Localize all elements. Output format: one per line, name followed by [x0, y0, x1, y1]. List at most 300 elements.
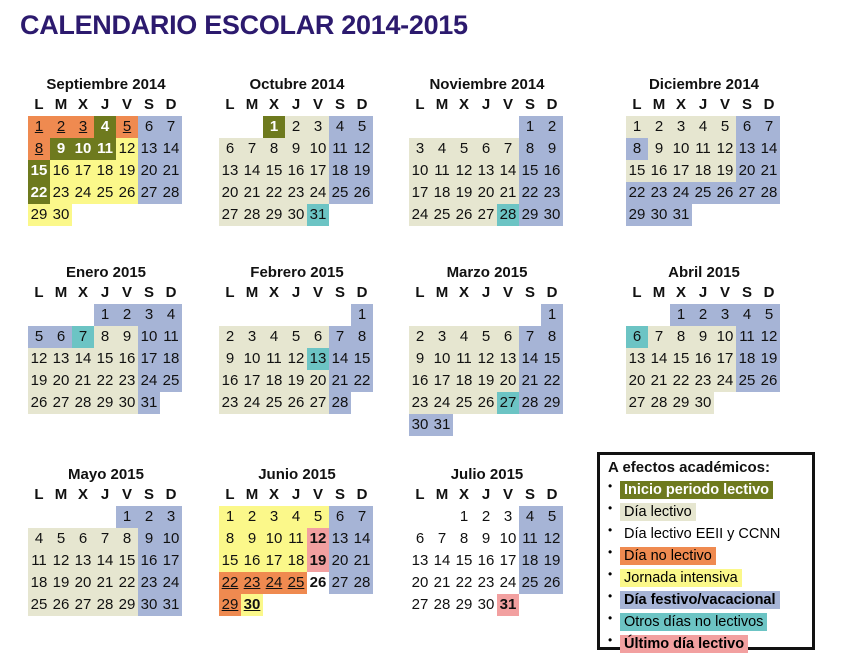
blank-cell: [475, 304, 497, 326]
day-cell: 1: [28, 116, 50, 138]
day-cell: 17: [72, 160, 94, 182]
day-cell: 28: [648, 392, 670, 414]
month-title: Abril 2015: [668, 264, 740, 281]
day-cell: 27: [411, 596, 429, 613]
day-cell: 4: [28, 528, 50, 550]
day-cell: 24: [714, 370, 736, 392]
legend-item: [608, 479, 804, 501]
day-cell: 13: [475, 160, 497, 182]
day-cell: 21: [351, 550, 373, 572]
month-junio: [219, 466, 375, 616]
day-cell: 9: [481, 530, 491, 547]
day-cell: 8: [626, 138, 648, 160]
day-cell: 20: [138, 160, 160, 182]
day-cell: 2: [481, 508, 491, 525]
day-cell: 3: [263, 506, 285, 528]
day-cell: 21: [519, 370, 541, 392]
day-cell: 22: [670, 370, 692, 392]
month-grid: [219, 94, 375, 226]
day-cell: 27: [219, 204, 241, 226]
blank-cell: [94, 506, 116, 528]
day-cell: 18: [94, 160, 116, 182]
legend-label: Día no lectivo: [620, 547, 716, 565]
day-cell: 8: [519, 138, 541, 160]
day-cell: 10: [714, 326, 736, 348]
blank-cell: [409, 506, 431, 528]
day-cell: 23: [241, 572, 263, 594]
day-cell: 27: [138, 182, 160, 204]
day-cell: 4: [431, 138, 453, 160]
day-cell: 7: [351, 506, 373, 528]
day-cell: 2: [648, 116, 670, 138]
day-cell: 28: [94, 594, 116, 616]
day-cell: 4: [94, 116, 116, 138]
day-cell: 10: [263, 528, 285, 550]
day-cell: 20: [50, 370, 72, 392]
weekday-header: D: [763, 284, 775, 301]
day-cell: 30: [241, 594, 263, 616]
day-cell: 20: [736, 160, 758, 182]
day-cell: 14: [758, 138, 780, 160]
blank-cell: [241, 116, 263, 138]
day-cell: 28: [351, 572, 373, 594]
day-cell: 14: [241, 160, 263, 182]
weekday-header: V: [719, 96, 730, 113]
day-cell: 16: [219, 370, 241, 392]
day-cell: 26: [714, 182, 736, 204]
day-cell: 7: [329, 326, 351, 348]
day-cell: 30: [50, 204, 72, 226]
day-cell: 28: [433, 596, 451, 613]
day-cell: 29: [670, 392, 692, 414]
day-cell: 17: [241, 370, 263, 392]
month-noviembre: [409, 76, 565, 226]
weekday-header: D: [165, 284, 177, 301]
month-grid: [409, 282, 565, 436]
weekday-header: X: [268, 486, 279, 503]
legend-title: A efectos académicos:: [608, 459, 771, 476]
day-cell: 21: [241, 182, 263, 204]
day-cell: 13: [72, 550, 94, 572]
day-cell: 4: [285, 506, 307, 528]
day-cell: 2: [541, 116, 563, 138]
weekday-header: V: [502, 284, 513, 301]
day-cell: 8: [219, 528, 241, 550]
day-cell: 3: [670, 116, 692, 138]
day-cell: 1: [219, 506, 241, 528]
day-cell: 13: [307, 348, 329, 370]
day-cell: 22: [116, 572, 138, 594]
day-cell: 24: [409, 204, 431, 226]
day-cell: 24: [241, 392, 263, 414]
day-cell: 18: [519, 550, 541, 572]
day-cell: 26: [28, 392, 50, 414]
day-cell: 29: [626, 204, 648, 226]
blank-cell: [497, 116, 519, 138]
weekday-header: L: [415, 284, 425, 301]
weekday-header: X: [675, 284, 686, 301]
day-cell: 28: [72, 392, 94, 414]
weekday-header: M: [652, 284, 666, 301]
day-cell: 20: [72, 572, 94, 594]
day-cell: 3: [409, 138, 431, 160]
weekday-header: D: [356, 486, 368, 503]
weekday-header: V: [121, 96, 132, 113]
day-cell: 11: [94, 138, 116, 160]
day-cell: 30: [541, 204, 563, 226]
legend-label: Otros días no lectivos: [620, 613, 767, 631]
day-cell: 18: [329, 160, 351, 182]
month-abril: [626, 264, 782, 414]
weekday-header: J: [698, 96, 708, 113]
day-cell: 9: [241, 528, 263, 550]
blank-cell: [28, 506, 50, 528]
day-cell: 7: [437, 530, 447, 547]
day-cell: 5: [758, 304, 780, 326]
weekday-header: L: [225, 96, 235, 113]
weekday-header: X: [77, 96, 88, 113]
day-cell: 25: [28, 594, 50, 616]
day-cell: 16: [241, 550, 263, 572]
day-cell: 17: [431, 370, 453, 392]
day-cell: 25: [329, 182, 351, 204]
day-cell: 15: [455, 552, 473, 569]
day-cell: 31: [497, 594, 519, 616]
weekday-header: X: [675, 96, 686, 113]
weekday-header: M: [54, 96, 68, 113]
blank-cell: [626, 304, 648, 326]
blank-cell: [648, 304, 670, 326]
day-cell: 3: [503, 508, 513, 525]
blank-cell: [475, 116, 497, 138]
weekday-header: S: [524, 284, 535, 301]
day-cell: 24: [263, 572, 285, 594]
month-title: Enero 2015: [65, 264, 147, 281]
day-cell: 23: [285, 182, 307, 204]
weekday-header: S: [334, 96, 345, 113]
day-cell: 4: [692, 116, 714, 138]
legend-item: [608, 545, 804, 567]
weekday-header: V: [502, 486, 513, 503]
day-cell: 27: [626, 392, 648, 414]
weekday-header: D: [546, 486, 558, 503]
day-cell: 18: [692, 160, 714, 182]
day-cell: 18: [263, 370, 285, 392]
day-cell: 15: [219, 550, 241, 572]
weekday-header: S: [524, 486, 535, 503]
weekday-header: D: [546, 96, 558, 113]
day-cell: 15: [116, 550, 138, 572]
day-cell: 26: [309, 574, 327, 591]
day-cell: 20: [219, 182, 241, 204]
day-cell: 23: [138, 572, 160, 594]
day-cell: 24: [499, 574, 517, 591]
day-cell: 2: [241, 506, 263, 528]
day-cell: 25: [160, 370, 182, 392]
day-cell: 30: [477, 596, 495, 613]
day-cell: 14: [351, 528, 373, 550]
day-cell: 6: [72, 528, 94, 550]
day-cell: 17: [670, 160, 692, 182]
day-cell: 9: [541, 138, 563, 160]
day-cell: 23: [648, 182, 670, 204]
day-cell: 7: [72, 326, 94, 348]
day-cell: 9: [648, 138, 670, 160]
day-cell: 19: [453, 182, 475, 204]
weekday-header: J: [291, 284, 301, 301]
weekday-header: L: [34, 96, 44, 113]
blank-cell: [285, 304, 307, 326]
day-cell: 15: [94, 348, 116, 370]
blank-cell: [28, 304, 50, 326]
day-cell: 13: [329, 528, 351, 550]
day-cell: 11: [329, 138, 351, 160]
day-cell: 15: [626, 160, 648, 182]
blank-cell: [219, 116, 241, 138]
day-cell: 1: [670, 304, 692, 326]
day-cell: 30: [138, 594, 160, 616]
day-cell: 15: [670, 348, 692, 370]
day-cell: 25: [453, 392, 475, 414]
bullet-icon: •: [608, 633, 613, 647]
blank-cell: [219, 304, 241, 326]
day-cell: 12: [50, 550, 72, 572]
weekday-header: J: [481, 96, 491, 113]
bullet-icon: •: [608, 523, 613, 537]
day-cell: 16: [692, 348, 714, 370]
legend-label: Inicio periodo lectivo: [620, 481, 773, 499]
day-cell: 1: [116, 506, 138, 528]
day-cell: 23: [219, 392, 241, 414]
weekday-header: J: [100, 96, 110, 113]
blank-cell: [307, 304, 329, 326]
day-cell: 26: [475, 392, 497, 414]
day-cell: 12: [475, 348, 497, 370]
weekday-header: J: [291, 486, 301, 503]
legend-item: [608, 589, 804, 611]
day-cell: 11: [431, 160, 453, 182]
weekday-header: J: [698, 284, 708, 301]
day-cell: 18: [285, 550, 307, 572]
weekday-header: D: [165, 96, 177, 113]
day-cell: 9: [138, 528, 160, 550]
month-grid: [626, 282, 782, 414]
blank-cell: [241, 304, 263, 326]
day-cell: 21: [72, 370, 94, 392]
day-cell: 23: [477, 574, 495, 591]
day-cell: 5: [453, 138, 475, 160]
weekday-header: V: [719, 284, 730, 301]
day-cell: 9: [692, 326, 714, 348]
day-cell: 24: [307, 182, 329, 204]
weekday-header: J: [291, 96, 301, 113]
day-cell: 19: [285, 370, 307, 392]
day-cell: 21: [758, 160, 780, 182]
day-cell: 12: [541, 528, 563, 550]
day-cell: 19: [50, 572, 72, 594]
day-cell: 8: [351, 326, 373, 348]
weekday-header: S: [334, 284, 345, 301]
weekday-header: X: [77, 486, 88, 503]
weekday-header: X: [268, 284, 279, 301]
legend-item: [608, 633, 804, 655]
day-cell: 14: [329, 348, 351, 370]
day-cell: 13: [50, 348, 72, 370]
month-febrero: [219, 264, 375, 414]
day-cell: 7: [241, 138, 263, 160]
day-cell: 7: [94, 528, 116, 550]
day-cell: 3: [72, 116, 94, 138]
day-cell: 11: [160, 326, 182, 348]
day-cell: 16: [409, 370, 431, 392]
weekday-header: V: [502, 96, 513, 113]
day-cell: 24: [72, 182, 94, 204]
weekday-header: D: [546, 284, 558, 301]
day-cell: 26: [758, 370, 780, 392]
month-grid: [219, 484, 375, 616]
month-grid: [219, 282, 375, 414]
day-cell: 2: [285, 116, 307, 138]
day-cell: 2: [219, 326, 241, 348]
day-cell: 11: [453, 348, 475, 370]
weekday-header: X: [458, 486, 469, 503]
weekday-header: S: [143, 284, 154, 301]
day-cell: 29: [263, 204, 285, 226]
day-cell: 6: [329, 506, 351, 528]
day-cell: 22: [263, 182, 285, 204]
day-cell: 22: [541, 370, 563, 392]
day-cell: 27: [475, 204, 497, 226]
day-cell: 5: [475, 326, 497, 348]
weekday-header: D: [165, 486, 177, 503]
day-cell: 21: [433, 574, 451, 591]
month-title: Septiembre 2014: [46, 76, 166, 93]
day-cell: 5: [714, 116, 736, 138]
day-cell: 14: [433, 552, 451, 569]
weekday-header: M: [435, 96, 449, 113]
day-cell: 6: [50, 326, 72, 348]
day-cell: 23: [116, 370, 138, 392]
day-cell: 16: [116, 348, 138, 370]
weekday-header: M: [54, 284, 68, 301]
day-cell: 30: [692, 392, 714, 414]
day-cell: 30: [409, 414, 431, 436]
day-cell: 1: [94, 304, 116, 326]
day-cell: 3: [138, 304, 160, 326]
day-cell: 3: [431, 326, 453, 348]
day-cell: 29: [28, 204, 50, 226]
day-cell: 13: [497, 348, 519, 370]
day-cell: 22: [455, 574, 473, 591]
day-cell: 11: [28, 550, 50, 572]
day-cell: 5: [351, 116, 373, 138]
day-cell: 8: [28, 138, 50, 160]
blank-cell: [50, 304, 72, 326]
month-enero: [28, 264, 184, 414]
legend-item: [608, 523, 804, 545]
day-cell: 10: [431, 348, 453, 370]
blank-cell: [453, 304, 475, 326]
month-title: Junio 2015: [258, 466, 336, 483]
day-cell: 17: [160, 550, 182, 572]
day-cell: 30: [648, 204, 670, 226]
day-cell: 5: [307, 506, 329, 528]
weekday-header: M: [54, 486, 68, 503]
weekday-header: D: [763, 96, 775, 113]
day-cell: 25: [263, 392, 285, 414]
day-cell: 17: [499, 552, 517, 569]
legend-label: Día festivo/vacacional: [620, 591, 780, 609]
day-cell: 4: [329, 116, 351, 138]
day-cell: 12: [116, 138, 138, 160]
day-cell: 5: [541, 506, 563, 528]
day-cell: 27: [329, 572, 351, 594]
day-cell: 26: [541, 572, 563, 594]
day-cell: 3: [307, 116, 329, 138]
blank-cell: [519, 304, 541, 326]
day-cell: 22: [519, 182, 541, 204]
weekday-header: V: [312, 284, 323, 301]
day-cell: 5: [116, 116, 138, 138]
day-cell: 14: [94, 550, 116, 572]
day-cell: 19: [28, 370, 50, 392]
day-cell: 18: [431, 182, 453, 204]
day-cell: 15: [519, 160, 541, 182]
bullet-icon: •: [608, 501, 613, 515]
legend-label: Último día lectivo: [620, 635, 748, 653]
day-cell: 11: [285, 528, 307, 550]
day-cell: 24: [138, 370, 160, 392]
day-cell: 2: [50, 116, 72, 138]
day-cell: 2: [116, 304, 138, 326]
bullet-icon: •: [608, 479, 613, 493]
weekday-header: S: [143, 486, 154, 503]
day-cell: 22: [626, 182, 648, 204]
legend-box: [597, 452, 815, 650]
day-cell: 1: [519, 116, 541, 138]
day-cell: 20: [329, 550, 351, 572]
weekday-header: X: [268, 96, 279, 113]
day-cell: 7: [497, 138, 519, 160]
day-cell: 25: [285, 572, 307, 594]
day-cell: 22: [219, 572, 241, 594]
day-cell: 1: [541, 304, 563, 326]
blank-cell: [431, 304, 453, 326]
day-cell: 15: [351, 348, 373, 370]
legend-item: [608, 611, 804, 633]
day-cell: 29: [116, 594, 138, 616]
bullet-icon: •: [608, 545, 613, 559]
day-cell: 19: [714, 160, 736, 182]
day-cell: 22: [28, 182, 50, 204]
day-cell: 14: [497, 160, 519, 182]
blank-cell: [263, 304, 285, 326]
legend-list: [608, 479, 804, 655]
day-cell: 28: [758, 182, 780, 204]
day-cell: 11: [263, 348, 285, 370]
month-julio: [409, 466, 565, 616]
blank-cell: [453, 116, 475, 138]
day-cell: 4: [160, 304, 182, 326]
day-cell: 31: [670, 204, 692, 226]
day-cell: 20: [626, 370, 648, 392]
weekday-header: X: [77, 284, 88, 301]
weekday-header: S: [524, 96, 535, 113]
day-cell: 12: [28, 348, 50, 370]
day-cell: 24: [431, 392, 453, 414]
weekday-header: X: [458, 284, 469, 301]
day-cell: 27: [72, 594, 94, 616]
